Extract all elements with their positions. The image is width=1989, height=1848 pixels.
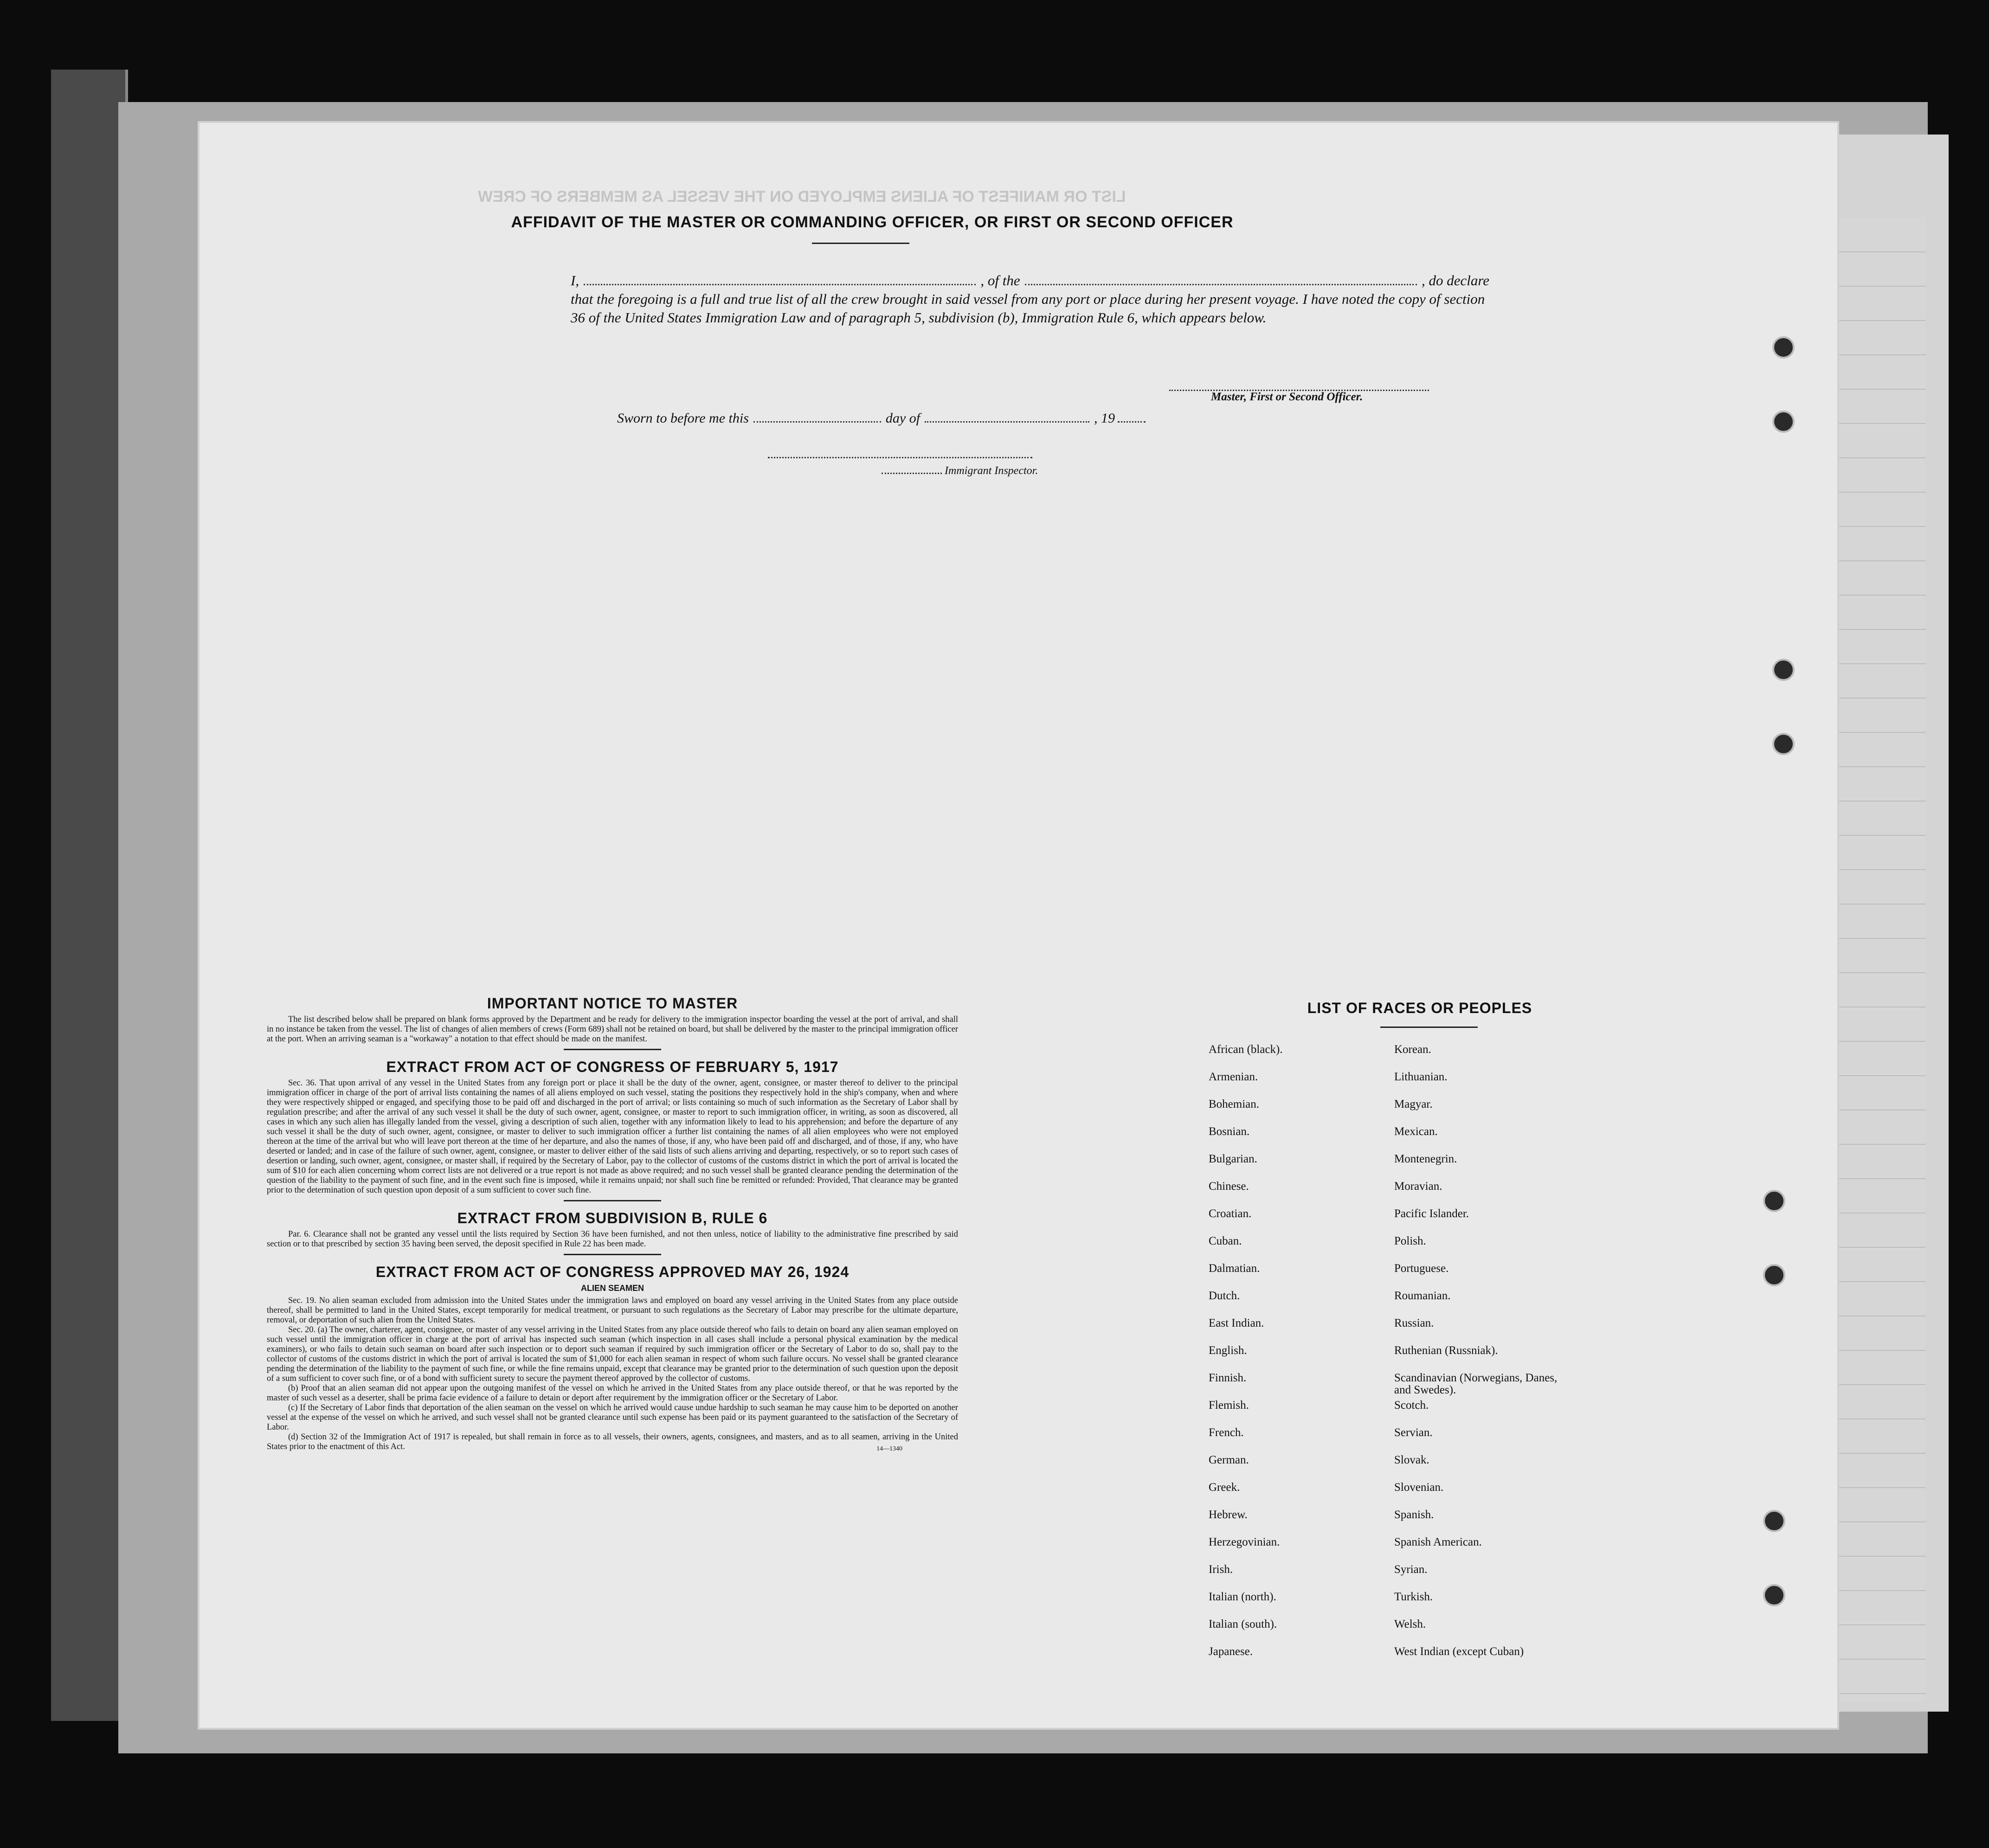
inspector-label: Immigrant Inspector.: [945, 465, 1038, 477]
section-rule: [564, 1254, 661, 1255]
race-item: Cuban.: [1209, 1235, 1242, 1247]
race-item: Magyar.: [1394, 1098, 1433, 1110]
important-notice-text: The list described below shall be prepared on blank forms approved by the Department and be ready for delivery to the immigration inspector boarding the vessel at the port of arrival, and shall in no instance be taken from the vessel. The list of changes of alien members of crews (Form 689) shall not be retained on board, but shall be delivered by the master to the principal immigration officer at the port. When an arriving seaman is a "workaway" a notation to that effect should be made on the manifest.: [267, 1015, 958, 1044]
punch-hole: [1763, 1584, 1785, 1606]
act-1924-sec20c: (c) If the Secretary of Labor finds that deportation of the alien seaman on the vessel on which he arrived would cause undue hardship to such seaman he may cause him to be deported on another vessel at the expense of the vessel on which he arrived, and such vessel shall not be granted clearance until such expense has been paid or its payment guaranteed to the satisfaction of the Secretary of Labor.: [267, 1403, 958, 1432]
affidavit-line-start: I,: [571, 272, 579, 289]
race-item: Montenegrin.: [1394, 1153, 1457, 1165]
race-item: Chinese.: [1209, 1180, 1249, 1193]
month-blank: [925, 412, 1089, 423]
act-1924-heading: EXTRACT FROM ACT OF CONGRESS APPROVED MAY 26, 1924: [375, 1264, 850, 1280]
notices-column: [267, 995, 958, 1453]
race-item: Pacific Islander.: [1394, 1207, 1469, 1220]
act-1924-sec20b: (b) Proof that an alien seaman did not appear upon the outgoing manifest of the vessel on which he arrived in the United States from any place outside thereof, or that he was reported by the master of such vessel as a deserter, shall be prima facie evidence of a failure to detain or deport after requirement by the immigration officer or the Secretary of Labor.: [267, 1384, 958, 1403]
race-item: Spanish American.: [1394, 1536, 1482, 1548]
race-item: Slovenian.: [1394, 1481, 1444, 1494]
title-rule: [812, 243, 909, 244]
race-item: Dalmatian.: [1209, 1262, 1260, 1275]
act-1924-sec20a: Sec. 20. (a) The owner, charterer, agent, consignee, or master of any vessel arriving in the United States from any place outside thereof who fails to detain on board any alien seaman employed on such vessel until the immigration officer in charge at the port of arrival has inspected such seaman (which inspection in all cases shall include a personal physical examination by the medical examiners), or who fails to detain such seaman on board after such inspection or to deport such seaman if required by such immigration officer or the Secretary of Labor to do so, shall pay to the collector of customs of the customs district in which the port of arrival is located the sum of $1,000 for each alien seaman in respect of whom such failure occurs. No vessel shall be granted clearance pending the determination of the liability to the payment of such fine, or while the fine remains unpaid, except that clearance may be granted prior to the determination of such question upon the deposit of a sum sufficient to cover such fine, or of a bond with sufficient surety to secure the payment thereof approved by the collector of customs.: [267, 1325, 958, 1383]
act-1924-sec20d: (d) Section 32 of the Immigration Act of 1917 is repealed, but shall remain in force as to all vessels, their owners, agents, consignees, and masters, and as to all seamen, arriving in the United States prior to the enactment of this Act.: [267, 1432, 958, 1451]
races-list-right: [1394, 1044, 1654, 1673]
race-item: African (black).: [1209, 1043, 1283, 1056]
punch-hole: [1772, 411, 1795, 433]
race-item: Portuguese.: [1394, 1262, 1449, 1275]
act-1917-text: Sec. 36. That upon arrival of any vessel in the United States from any foreign port or place it shall be the duty of the owner, agent, consignee, or master thereof to deliver to the principal immigration officer in charge of the port of arrival lists containing the names of all aliens employed on such vessel, stating the positions they respectively hold in the ship's company, when and where they were respectively shipped or engaged, and specifying those to be paid off and discharged in the port of arrival; or lists containing so much of such information as the Secretary of Labor shall by regulation prescribe; and after the arrival of any such vessel it shall be the duty of such owner, agent, consignee, or master to report to such immigration officer, in writing, as soon as discovered, all cases in which any such alien has illegally landed from the vessel, giving a description of such alien, together with any information likely to lead to his apprehension; and before the departure of any such vessel it shall be the duty of such owner, agent, consignee, or master to deliver to such immigration officer a further list containing the names of all alien employees who were not employed thereon at the time of the arrival but who will leave port thereon at the time of her departure, and also the names of those, if any, who have been paid off and discharged, and of those, if any, who have deserted or landed; and in case of the failure of such owner, agent, consignee, or master to deliver either of the said lists of such aliens arriving and departing, respectively, or so to report such cases of desertion or landing, such owner, agent, consignee, or master shall, if required by the Secretary of Labor, pay to the collector of customs of the customs district in which the port of arrival is located the sum of $10 for each alien concerning whom correct lists are not delivered or a true report is not made as above required; and no such vessel shall be granted clearance pending the determination of the question of the liability to the payment of such fine, and in the event such fine is imposed, while it remains unpaid; nor shall such fine be remitted or refunded: Provided, That clearance may be granted prior to the determination of such question upon deposit of a sum sufficient to cover such fine.: [267, 1078, 958, 1195]
affidavit-line-mid: , of the: [980, 272, 1020, 289]
race-item: English.: [1209, 1344, 1247, 1357]
race-item: Finnish.: [1209, 1372, 1247, 1384]
race-item: French.: [1209, 1426, 1244, 1439]
manifest-back-page: [200, 123, 1837, 1728]
form-number: 14—1340: [876, 1445, 902, 1452]
sworn-mid: day of: [885, 411, 920, 426]
race-item: Korean.: [1394, 1043, 1431, 1056]
race-item: Servian.: [1394, 1426, 1433, 1439]
race-item: Dutch.: [1209, 1290, 1240, 1302]
important-notice-heading: IMPORTANT NOTICE TO MASTER: [487, 995, 738, 1012]
race-item: East Indian.: [1209, 1317, 1264, 1329]
act-1924-sec19: Sec. 19. No alien seaman excluded from admission into the United States under the immigration laws and employed on board any vessel arriving in the United States from any place outside thereof, shall be permitted to land in the United States, except temporarily for medical treatment, or pursuant to such regulations as the Secretary of Labor may prescribe for the ultimate departure, removal, or deportation of such alien from the United States.: [267, 1296, 958, 1325]
race-item: Russian.: [1394, 1317, 1434, 1329]
affidavit-line-end: , do declare: [1421, 272, 1490, 289]
race-item: Bulgarian.: [1209, 1153, 1257, 1165]
affidavit-declaration-line: [571, 271, 1489, 290]
race-item: Bohemian.: [1209, 1098, 1260, 1110]
race-item: Scandinavian (Norwegians, Danes, and Swedes).: [1394, 1372, 1558, 1396]
punch-hole: [1772, 659, 1795, 681]
year-blank: [1118, 412, 1146, 423]
race-item: Welsh.: [1394, 1618, 1426, 1630]
inspector-row: [882, 465, 1038, 477]
race-item: Spanish.: [1394, 1508, 1434, 1521]
race-item: Scotch.: [1394, 1399, 1429, 1412]
ruled-lines: [1833, 218, 1925, 1702]
race-item: Greek.: [1209, 1481, 1240, 1494]
race-item: Mexican.: [1394, 1125, 1438, 1138]
races-heading: LIST OF RACES OR PEOPLES: [1307, 1000, 1532, 1016]
binder-edge: [51, 70, 128, 1721]
race-item: Bosnian.: [1209, 1125, 1250, 1138]
race-item: Syrian.: [1394, 1563, 1428, 1576]
affidavit-title: AFFIDAVIT OF THE MASTER OR COMMANDING OFFICER, OR FIRST OR SECOND OFFICER: [511, 213, 1234, 231]
race-item: Italian (north).: [1209, 1591, 1276, 1603]
race-item: Japanese.: [1209, 1645, 1253, 1658]
race-item: Ruthenian (Russniak).: [1394, 1344, 1498, 1357]
race-item: Slovak.: [1394, 1454, 1429, 1466]
bleed-through-text: LIST OR MANIFEST OF ALIENS EMPLOYED ON THE VESSEL AS MEMBERS OF CREW: [478, 188, 1126, 205]
inspector-blank: [882, 465, 942, 474]
vessel-blank: [1025, 273, 1417, 285]
race-item: Herzegovinian.: [1209, 1536, 1280, 1548]
rule-6-heading: EXTRACT FROM SUBDIVISION B, RULE 6: [457, 1210, 768, 1226]
race-item: Flemish.: [1209, 1399, 1249, 1412]
inspector-signature-line: [768, 457, 1032, 458]
alien-seamen-subheading: ALIEN SEAMEN: [580, 1283, 644, 1293]
name-blank: [584, 273, 976, 285]
affidavit-body: [571, 271, 1489, 327]
punch-hole: [1772, 336, 1795, 359]
signature-label: Master, First or Second Officer.: [1211, 391, 1363, 403]
sworn-year: , 19: [1094, 411, 1115, 426]
punch-hole: [1763, 1510, 1785, 1532]
race-item: West Indian (except Cuban): [1394, 1645, 1524, 1658]
race-item: Italian (south).: [1209, 1618, 1277, 1630]
day-blank: [753, 412, 881, 423]
race-item: Polish.: [1394, 1235, 1426, 1247]
section-rule: [564, 1200, 661, 1201]
punch-hole: [1763, 1264, 1785, 1286]
rule-6-text: Par. 6. Clearance shall not be granted any vessel until the lists required by Section 36 have been furnished, and not then unless, notice of liability to the administrative fine prescribed by said section or to that prescribed by section 35 having been served, the deposit specified in Rule 22 has been made.: [267, 1230, 958, 1249]
race-item: Turkish.: [1394, 1591, 1433, 1603]
races-rule: [1380, 1027, 1478, 1028]
race-item: Roumanian.: [1394, 1290, 1451, 1302]
race-item: Armenian.: [1209, 1071, 1258, 1083]
race-item: Irish.: [1209, 1563, 1233, 1576]
race-item: Lithuanian.: [1394, 1071, 1448, 1083]
punch-hole: [1772, 733, 1795, 755]
race-item: Croatian.: [1209, 1207, 1252, 1220]
race-item: German.: [1209, 1454, 1249, 1466]
races-list-left: [1209, 1044, 1385, 1673]
punch-hole: [1763, 1190, 1785, 1212]
race-item: Moravian.: [1394, 1180, 1442, 1193]
act-1917-heading: EXTRACT FROM ACT OF CONGRESS OF FEBRUARY 5, 1917: [386, 1059, 839, 1075]
sworn-start: Sworn to before me this: [617, 411, 749, 426]
affidavit-statement: that the foregoing is a full and true list of all the crew brought in said vessel from any port or place during her present voyage. I have noted the copy of section 36 of the United States Immigration Law and of paragraph 5, subdivision (b), Immigration Rule 6, which appears below.: [571, 291, 1485, 326]
race-item: Hebrew.: [1209, 1508, 1248, 1521]
section-rule: [564, 1049, 661, 1050]
sworn-line: [617, 411, 1220, 426]
